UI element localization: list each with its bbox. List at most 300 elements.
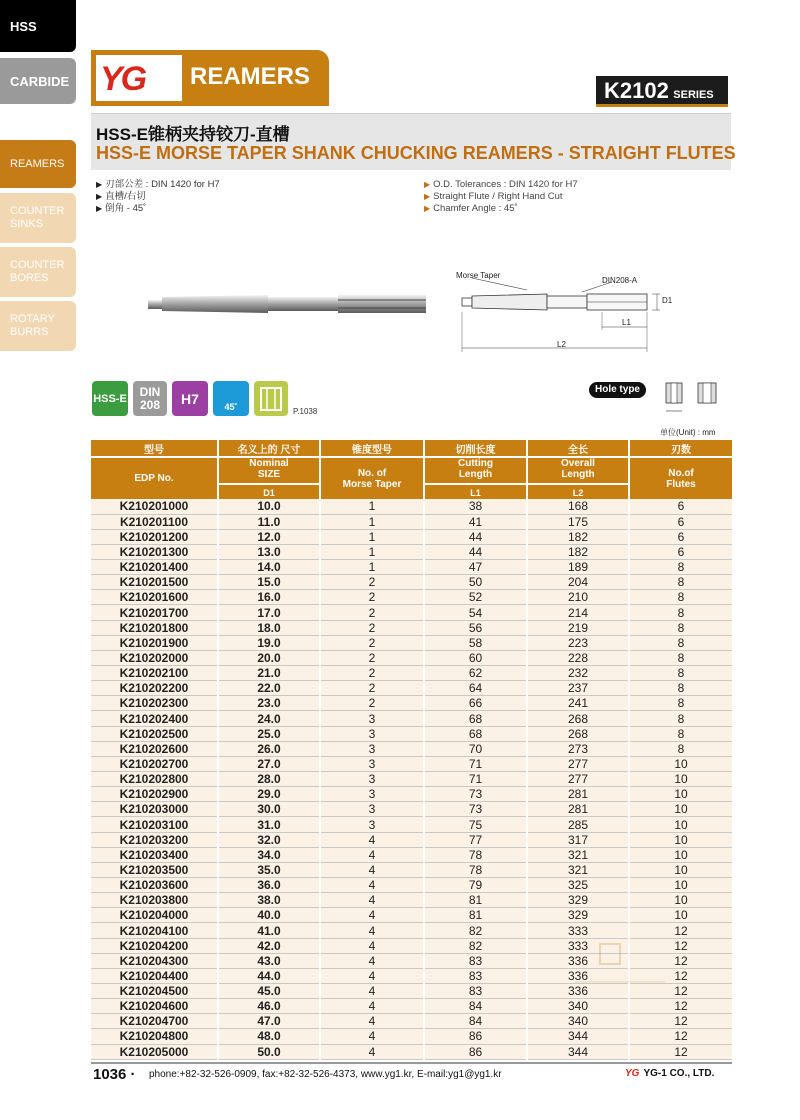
table-cell: 8	[629, 620, 732, 635]
table-row	[91, 560, 732, 575]
table-cell: 8	[629, 711, 732, 726]
table-cell: 26.0	[218, 741, 320, 756]
table-cell: 340	[527, 1014, 629, 1029]
table-cell: 2	[320, 650, 424, 665]
table-row	[91, 514, 732, 529]
table-row	[91, 878, 732, 893]
table-row	[91, 923, 732, 938]
tab-rotary-burrs[interactable]: ROTARY BURRS	[0, 301, 76, 351]
table-cell: K210204200	[91, 938, 218, 953]
column-header-cn: 名义上的 尺寸	[218, 440, 320, 457]
table-cell: K210201400	[91, 560, 218, 575]
table-cell: K210202400	[91, 711, 218, 726]
table-cell: 3	[320, 772, 424, 787]
table-cell: 4	[320, 999, 424, 1014]
table-cell: 81	[424, 908, 527, 923]
arrow-icon: ▶	[96, 192, 103, 201]
table-cell: 71	[424, 772, 527, 787]
table-row	[91, 696, 732, 711]
table-cell: 241	[527, 696, 629, 711]
table-row	[91, 726, 732, 741]
table-cell: 83	[424, 984, 527, 999]
reamer-photo	[148, 284, 426, 324]
table-cell: 4	[320, 1014, 424, 1029]
table-cell: 1	[320, 514, 424, 529]
table-cell: 15.0	[218, 575, 320, 590]
table-cell: 10	[629, 817, 732, 832]
table-cell: 44.0	[218, 968, 320, 983]
table-cell: 214	[527, 605, 629, 620]
table-cell: 12	[629, 953, 732, 968]
table-cell: 10	[629, 802, 732, 817]
table-cell: 86	[424, 1029, 527, 1044]
arrow-icon: ▶	[424, 204, 431, 213]
table-cell: K210201800	[91, 620, 218, 635]
table-cell: 336	[527, 984, 629, 999]
table-cell: 1	[320, 499, 424, 514]
table-cell: 2	[320, 575, 424, 590]
din-208-icon: DIN 208	[133, 381, 167, 416]
table-row	[91, 635, 732, 650]
column-sub-label: L1	[425, 483, 526, 499]
specs-en	[424, 179, 578, 215]
table-cell: 42.0	[218, 938, 320, 953]
table-cell: 23.0	[218, 696, 320, 711]
table-cell: 12	[629, 1029, 732, 1044]
category-title: REAMERS	[190, 63, 311, 90]
table-cell: 329	[527, 893, 629, 908]
table-cell: 4	[320, 968, 424, 983]
header-row-cn	[91, 440, 732, 457]
table-cell: 46.0	[218, 999, 320, 1014]
column-sub-label: D1	[219, 483, 319, 499]
table-cell: 175	[527, 514, 629, 529]
column-header-en: EDP No.	[91, 457, 218, 499]
table-cell: 12	[629, 968, 732, 983]
table-cell: K210202000	[91, 650, 218, 665]
through-hole-icon	[259, 386, 283, 412]
table-cell: 1	[320, 560, 424, 575]
table-row	[91, 847, 732, 862]
table-cell: 83	[424, 953, 527, 968]
table-cell: 17.0	[218, 605, 320, 620]
table-cell: K210204600	[91, 999, 218, 1014]
table-cell: 344	[527, 1029, 629, 1044]
table-cell: 4	[320, 1029, 424, 1044]
table-cell: 12	[629, 1044, 732, 1059]
table-cell: 73	[424, 802, 527, 817]
table-cell: 10	[629, 772, 732, 787]
table-cell: K210203000	[91, 802, 218, 817]
table-cell: 14.0	[218, 560, 320, 575]
table-cell: 12	[629, 923, 732, 938]
table-cell: 344	[527, 1044, 629, 1059]
table-row	[91, 590, 732, 605]
table-cell: 44	[424, 544, 527, 559]
column-header-cn: 切削长度	[424, 440, 527, 457]
table-cell: 82	[424, 938, 527, 953]
table-row	[91, 605, 732, 620]
table-cell: 41.0	[218, 923, 320, 938]
table-cell: 8	[629, 650, 732, 665]
table-cell: 4	[320, 938, 424, 953]
table-cell: 60	[424, 650, 527, 665]
table-cell: 70	[424, 741, 527, 756]
table-cell: 4	[320, 878, 424, 893]
table-cell: 336	[527, 968, 629, 983]
table-cell: 333	[527, 923, 629, 938]
tab-hss[interactable]: HSS	[0, 0, 76, 52]
table-row	[91, 832, 732, 847]
table-cell: 52	[424, 590, 527, 605]
table-cell: 22.0	[218, 681, 320, 696]
table-cell: 78	[424, 847, 527, 862]
hole-type-icon	[254, 381, 288, 416]
table-cell: 10	[629, 847, 732, 862]
table-cell: 277	[527, 756, 629, 771]
table-cell: 8	[629, 635, 732, 650]
table-cell: 8	[629, 575, 732, 590]
column-sub-label: L2	[528, 483, 628, 499]
table-cell: 2	[320, 635, 424, 650]
table-cell: K210201900	[91, 635, 218, 650]
table-cell: 54	[424, 605, 527, 620]
table-cell: K210203200	[91, 832, 218, 847]
table-cell: 44	[424, 529, 527, 544]
footer-rule	[91, 1062, 732, 1064]
table-cell: 73	[424, 787, 527, 802]
table-cell: 18.0	[218, 620, 320, 635]
table-cell: 31.0	[218, 817, 320, 832]
table-row	[91, 529, 732, 544]
table-cell: 10	[629, 756, 732, 771]
company-logo: YG	[625, 1068, 640, 1079]
table-cell: 71	[424, 756, 527, 771]
table-cell: 68	[424, 726, 527, 741]
spec-cn-1: ▶ 刃部公差 : DIN 1420 for H7	[96, 179, 220, 190]
table-cell: 329	[527, 908, 629, 923]
table-cell: 4	[320, 923, 424, 938]
table-cell: 10	[629, 832, 732, 847]
unit-label: 单位(Unit) : mm	[660, 428, 716, 437]
table-cell: 50	[424, 575, 527, 590]
table-row	[91, 681, 732, 696]
table-cell: 12	[629, 938, 732, 953]
table-cell: 77	[424, 832, 527, 847]
table-cell: 12	[629, 984, 732, 999]
table-cell: 84	[424, 999, 527, 1014]
table-cell: K210204400	[91, 968, 218, 983]
table-cell: 317	[527, 832, 629, 847]
table-cell: 75	[424, 817, 527, 832]
table-row	[91, 1014, 732, 1029]
table-cell: 168	[527, 499, 629, 514]
table-cell: 35.0	[218, 862, 320, 877]
table-cell: 182	[527, 544, 629, 559]
table-cell: 48.0	[218, 1029, 320, 1044]
table-cell: 32.0	[218, 832, 320, 847]
table-row	[91, 772, 732, 787]
table-cell: 30.0	[218, 802, 320, 817]
table-cell: 19.0	[218, 635, 320, 650]
table-row	[91, 666, 732, 681]
product-title-cn: HSS-E锥柄夹持铰刀-直槽	[96, 125, 290, 144]
table-cell: 10	[629, 878, 732, 893]
table-cell: 268	[527, 711, 629, 726]
table-cell: 10.0	[218, 499, 320, 514]
table-cell: 86	[424, 1044, 527, 1059]
d1-label: D1	[662, 296, 673, 305]
table-cell: K210204000	[91, 908, 218, 923]
l2-label: L2	[557, 340, 566, 349]
table-cell: K210202100	[91, 666, 218, 681]
column-header-en: Overall Length L2	[527, 457, 629, 499]
table-cell: 2	[320, 605, 424, 620]
table-cell: 3	[320, 741, 424, 756]
table-cell: 13.0	[218, 544, 320, 559]
table-cell: 281	[527, 787, 629, 802]
table-cell: 78	[424, 862, 527, 877]
table-cell: K210202500	[91, 726, 218, 741]
table-cell: 10	[629, 862, 732, 877]
header-row-en	[91, 457, 732, 499]
table-cell: K210203500	[91, 862, 218, 877]
table-cell: 2	[320, 681, 424, 696]
table-cell: 83	[424, 968, 527, 983]
table-cell: 321	[527, 847, 629, 862]
arrow-icon: ▶	[424, 192, 431, 201]
table-cell: 29.0	[218, 787, 320, 802]
table-cell: 24.0	[218, 711, 320, 726]
table-cell: 20.0	[218, 650, 320, 665]
table-row	[91, 908, 732, 923]
table-row	[91, 499, 732, 514]
table-cell: K210203800	[91, 893, 218, 908]
arrow-icon: ▶	[96, 204, 103, 213]
column-header-cn: 锥度型号	[320, 440, 424, 457]
morse-taper-label: Morse Taper	[456, 271, 501, 280]
table-cell: 285	[527, 817, 629, 832]
table-cell: 66	[424, 696, 527, 711]
table-cell: 11.0	[218, 514, 320, 529]
arrow-icon: ▶	[96, 180, 103, 189]
table-cell: 62	[424, 666, 527, 681]
table-row	[91, 1044, 732, 1059]
yg-logo: YG	[100, 60, 146, 98]
table-row	[91, 817, 732, 832]
company-name: YG YG-1 CO., LTD.	[625, 1068, 715, 1079]
product-title-en: HSS-E MORSE TAPER SHANK CHUCKING REAMERS - STRAIGHT FLUTES	[96, 143, 736, 163]
table-cell: 340	[527, 999, 629, 1014]
chamfer-45-icon: 45˚	[213, 381, 249, 416]
table-cell: 6	[629, 529, 732, 544]
table-cell: K210201000	[91, 499, 218, 514]
table-cell: 56	[424, 620, 527, 635]
table-row	[91, 741, 732, 756]
series-badge	[596, 76, 728, 107]
table-row	[91, 862, 732, 877]
table-cell: 237	[527, 681, 629, 696]
table-cell: K210201700	[91, 605, 218, 620]
table-row	[91, 575, 732, 590]
table-cell: 8	[629, 741, 732, 756]
table-cell: 8	[629, 560, 732, 575]
tab-reamers[interactable]: REAMERS	[0, 140, 76, 188]
table-cell: 40.0	[218, 908, 320, 923]
hole-type-diagram-icon	[656, 381, 728, 423]
table-cell: 81	[424, 893, 527, 908]
table-cell: 8	[629, 726, 732, 741]
table-cell: 12.0	[218, 529, 320, 544]
table-cell: 273	[527, 741, 629, 756]
hss-e-icon: HSS-E	[92, 381, 128, 416]
table-cell: 10	[629, 893, 732, 908]
table-row	[91, 893, 732, 908]
hole-type-badge: Hole type	[589, 382, 646, 398]
table-cell: 281	[527, 802, 629, 817]
table-row	[91, 999, 732, 1014]
l1-label: L1	[622, 318, 631, 327]
table-cell: 4	[320, 1044, 424, 1059]
table-cell: 3	[320, 726, 424, 741]
table-cell: 4	[320, 893, 424, 908]
column-header-en: No.of Flutes	[629, 457, 732, 499]
column-header-en: Cutting Length L1	[424, 457, 527, 499]
table-cell: 277	[527, 772, 629, 787]
tab-counter-bores[interactable]: COUNTER BORES	[0, 247, 76, 297]
table-cell: 2	[320, 620, 424, 635]
table-cell: 27.0	[218, 756, 320, 771]
column-header-en: No. of Morse Taper	[320, 457, 424, 499]
h7-icon: H7	[172, 381, 208, 416]
table-cell: K210205000	[91, 1044, 218, 1059]
table-cell: 12	[629, 999, 732, 1014]
table-row	[91, 650, 732, 665]
table-cell: 4	[320, 862, 424, 877]
table-cell: 8	[629, 666, 732, 681]
table-row	[91, 787, 732, 802]
table-cell: K210201100	[91, 514, 218, 529]
table-cell: 84	[424, 1014, 527, 1029]
spec-en-1: ▶ O.D. Tolerances : DIN 1420 for H7	[424, 179, 578, 190]
table-cell: 3	[320, 787, 424, 802]
table-cell: 8	[629, 590, 732, 605]
tab-counter-sinks[interactable]: COUNTER SINKS	[0, 193, 76, 243]
table-cell: 21.0	[218, 666, 320, 681]
table-cell: 10	[629, 787, 732, 802]
table-cell: 68	[424, 711, 527, 726]
table-cell: K210204100	[91, 923, 218, 938]
table-cell: 223	[527, 635, 629, 650]
table-cell: 8	[629, 605, 732, 620]
table-row	[91, 544, 732, 559]
table-cell: K210201200	[91, 529, 218, 544]
table-cell: 4	[320, 984, 424, 999]
table-cell: K210204800	[91, 1029, 218, 1044]
table-cell: 41	[424, 514, 527, 529]
table-cell: 232	[527, 666, 629, 681]
table-cell: 2	[320, 590, 424, 605]
table-cell: 79	[424, 878, 527, 893]
contact-info: phone:+82-32-526-0909, fax:+82-32-526-4373, www.yg1.kr, E-mail:yg1@yg1.kr	[149, 1069, 502, 1080]
watermark-logo	[570, 940, 670, 1000]
table-cell: K210201500	[91, 575, 218, 590]
page-number: 1036 ·	[93, 1066, 136, 1083]
table-cell: K210202700	[91, 756, 218, 771]
table-cell: 4	[320, 908, 424, 923]
table-cell: 47.0	[218, 1014, 320, 1029]
series-word: SERIES	[673, 89, 714, 101]
table-cell: 182	[527, 529, 629, 544]
spec-cn-2: ▶ 直槽/右切	[96, 191, 146, 202]
table-cell: 268	[527, 726, 629, 741]
table-cell: K210202800	[91, 772, 218, 787]
specs-cn	[96, 179, 220, 215]
table-cell: K210204500	[91, 984, 218, 999]
reamer-diagram	[452, 270, 682, 362]
table-cell: 4	[320, 847, 424, 862]
table-row	[91, 1029, 732, 1044]
table-cell: K210203100	[91, 817, 218, 832]
column-header-cn: 刃数	[629, 440, 732, 457]
table-cell: 219	[527, 620, 629, 635]
table-cell: 47	[424, 560, 527, 575]
table-cell: 34.0	[218, 847, 320, 862]
tab-carbide[interactable]: CARBIDE	[0, 58, 76, 104]
table-cell: 28.0	[218, 772, 320, 787]
table-cell: 3	[320, 756, 424, 771]
table-cell: 1	[320, 529, 424, 544]
table-cell: 2	[320, 666, 424, 681]
table-cell: 325	[527, 878, 629, 893]
table-cell: 16.0	[218, 590, 320, 605]
table-cell: K210202900	[91, 787, 218, 802]
table-cell: 43.0	[218, 953, 320, 968]
table-cell: 12	[629, 1014, 732, 1029]
table-cell: K210203400	[91, 847, 218, 862]
table-cell: K210202600	[91, 741, 218, 756]
table-cell: 228	[527, 650, 629, 665]
reference-page[interactable]: P.1038	[293, 407, 318, 416]
table-cell: K210203600	[91, 878, 218, 893]
table-cell: 4	[320, 832, 424, 847]
table-cell: 6	[629, 499, 732, 514]
column-header-cn: 全长	[527, 440, 629, 457]
table-cell: 321	[527, 862, 629, 877]
table-cell: 45.0	[218, 984, 320, 999]
table-cell: 2	[320, 696, 424, 711]
table-cell: 1	[320, 544, 424, 559]
table-row	[91, 620, 732, 635]
arrow-icon: ▶	[424, 180, 431, 189]
table-cell: 336	[527, 953, 629, 968]
table-cell: K210202200	[91, 681, 218, 696]
table-cell: 8	[629, 681, 732, 696]
table-cell: 6	[629, 544, 732, 559]
series-code: K2102	[604, 78, 669, 103]
table-cell: 3	[320, 711, 424, 726]
table-row	[91, 756, 732, 771]
table-row	[91, 711, 732, 726]
table-cell: 25.0	[218, 726, 320, 741]
table-cell: 10	[629, 908, 732, 923]
table-cell: 82	[424, 923, 527, 938]
table-cell: 58	[424, 635, 527, 650]
table-cell: 64	[424, 681, 527, 696]
table-cell: 189	[527, 560, 629, 575]
table-cell: 6	[629, 514, 732, 529]
table-cell: 3	[320, 802, 424, 817]
